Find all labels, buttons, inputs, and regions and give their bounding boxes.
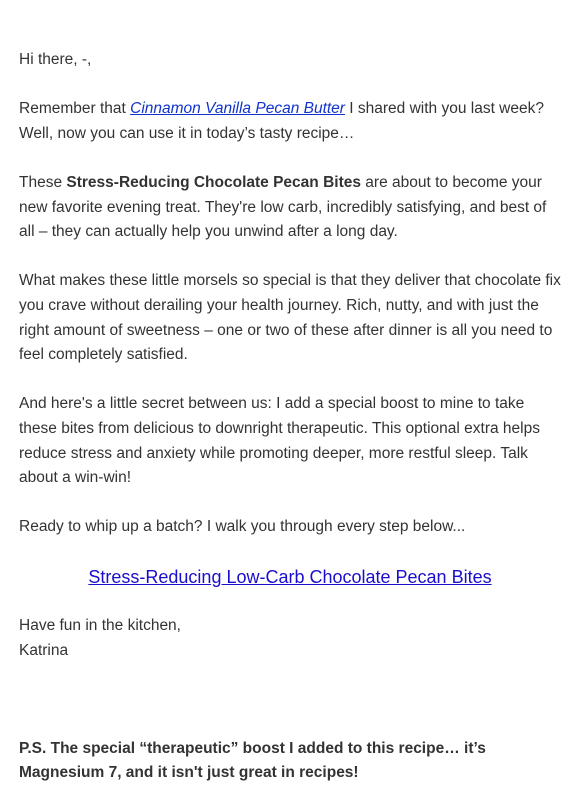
recipe-link[interactable]: Stress-Reducing Low-Carb Chocolate Pecan Bites bbox=[88, 567, 492, 588]
desc-after-text: are about to become your new favorite evening treat. They're low carb, incredibly satisfying, and best of all – they can actually help you unwind after a long day. bbox=[19, 173, 547, 241]
intro-before-text: Remember that bbox=[19, 100, 131, 118]
spacer bbox=[19, 664, 561, 737]
recipe-link-container bbox=[19, 564, 561, 590]
pecan-butter-link[interactable]: Cinnamon Vanilla Pecan Butter bbox=[130, 100, 345, 118]
secret-paragraph: And here's a little secret between us: I add a special boost to mine to take these bites from delicious to downright therapeutic. This optional extra helps reduce stress and anxiety while promoting deeper, more restful sleep. Talk about a win-win! bbox=[19, 395, 540, 487]
signoff bbox=[19, 614, 561, 663]
benefits-paragraph: What makes these little morsels so special is that they deliver that chocolate fix you crave without derailing your health journey. Rich, nutty, and with just the right amount of sweetness – one or two of these after dinner is all you need to feel completely satisfied. bbox=[19, 272, 561, 364]
postscript: P.S. The special “therapeutic” boost I added to this recipe… it’s Magnesium 7, and it isn't just great in recipes! bbox=[19, 739, 486, 782]
recipe-name-bold: Stress-Reducing Chocolate Pecan Bites bbox=[66, 173, 361, 191]
call-to-action-text: Ready to whip up a batch? I walk you through every step below... bbox=[19, 518, 466, 536]
author-name: Katrina bbox=[19, 642, 69, 660]
desc-before-text: These bbox=[19, 173, 67, 191]
description-paragraph bbox=[19, 171, 561, 245]
greeting: Hi there, -, bbox=[19, 51, 92, 68]
intro-paragraph bbox=[19, 97, 561, 146]
signoff-line: Have fun in the kitchen, bbox=[19, 617, 181, 635]
intro-after-text: I shared with you last week? Well, now you can use it in today’s tasty recipe… bbox=[19, 100, 544, 142]
